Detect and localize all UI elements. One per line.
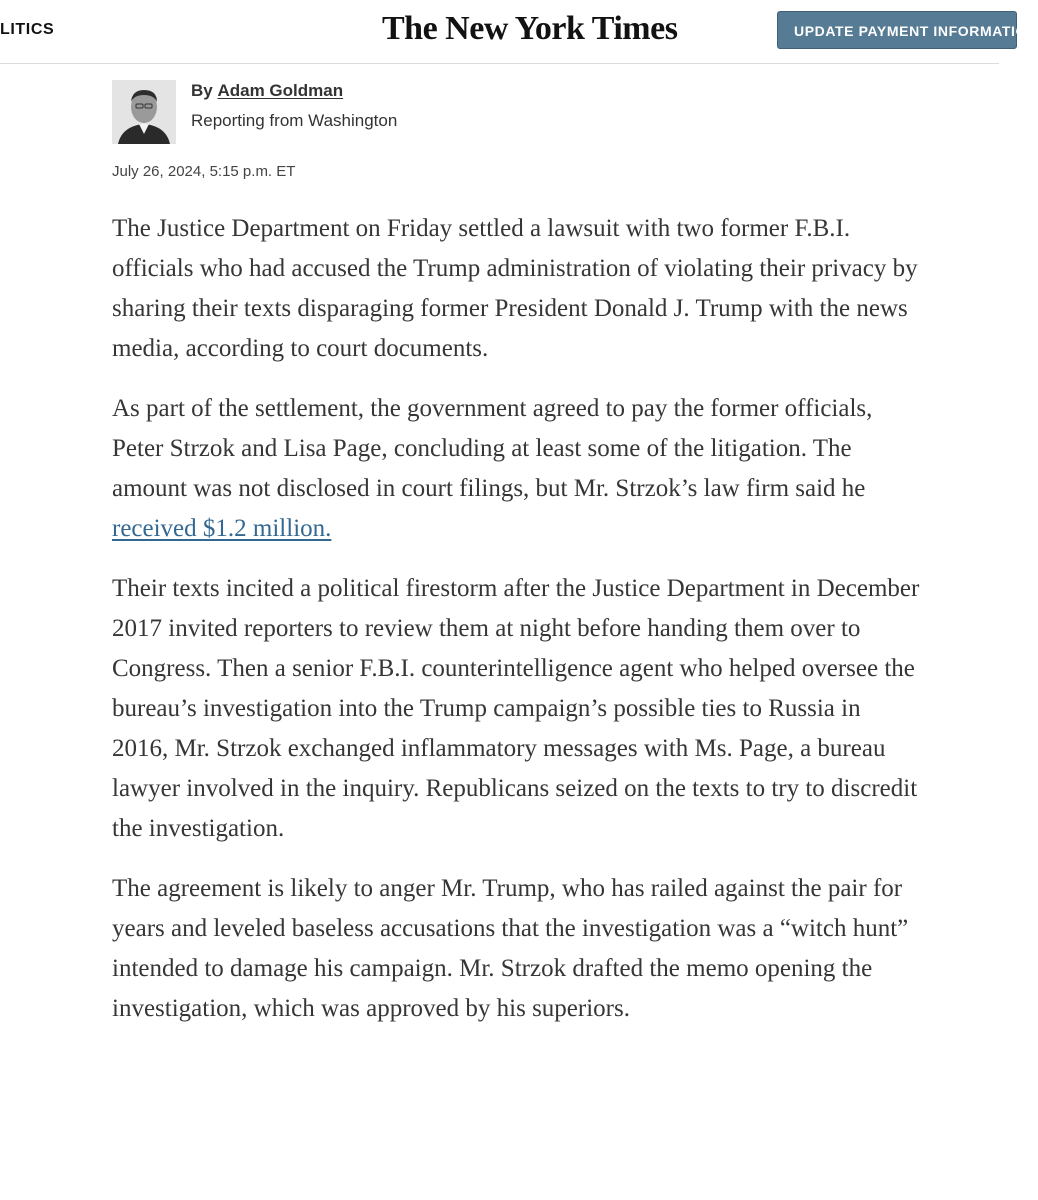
byline-prefix: By [191,81,213,100]
nyt-logo[interactable]: The New York Times [382,10,678,47]
paragraph-2 [112,389,922,549]
paragraph-3: Their texts incited a political firestorm after the Justice Department in December 2017 invited reporters to review them at night before handing them over to Congress. Then a senior F.B.I. counterintelligence agent who helped oversee the bureau’s investigation into the Trump campaign’s possible ties to Russia in 2016, Mr. Strzok exchanged inflammatory messages with Ms. Page, a bureau lawyer involved in the inquiry. Republicans seized on the texts to try to discredit the investigation. [112,575,920,842]
paragraph-4: The agreement is likely to anger Mr. Trump, who has railed against the pair for years and leveled baseless accusations that the investigation was a “witch hunt” intended to damage his campaign. Mr. Strzok drafted the memo opening the investigation, which was approved by his superiors. [112,875,909,1022]
author-photo [112,80,176,144]
article-body [112,209,922,1049]
paragraph-1: The Justice Department on Friday settled a lawsuit with two former F.B.I. officials who had accused the Trump administration of violating their privacy by sharing their texts disparaging former President Donald J. Trump with the news media, according to court documents. [112,215,918,362]
section-link[interactable]: LITICS [0,21,55,38]
update-payment-button[interactable]: UPDATE PAYMENT INFORMATION [777,11,1017,49]
author-avatar[interactable] [112,80,176,144]
publish-timestamp: July 26, 2024, 5:15 p.m. ET [112,163,296,180]
top-navigation-bar [0,0,1038,64]
paragraph-2-text: As part of the settlement, the government agreed to pay the former officials, Peter Strzok and Lisa Page, concluding at least some of the litigation. The amount was not disclosed in court filings, but Mr. Strzok’s law firm said he [112,395,873,502]
settlement-link[interactable]: received $1.2 million. [112,515,332,542]
reporting-location: Reporting from Washington [191,111,398,130]
byline [191,81,343,101]
author-link[interactable]: Adam Goldman [217,81,344,100]
